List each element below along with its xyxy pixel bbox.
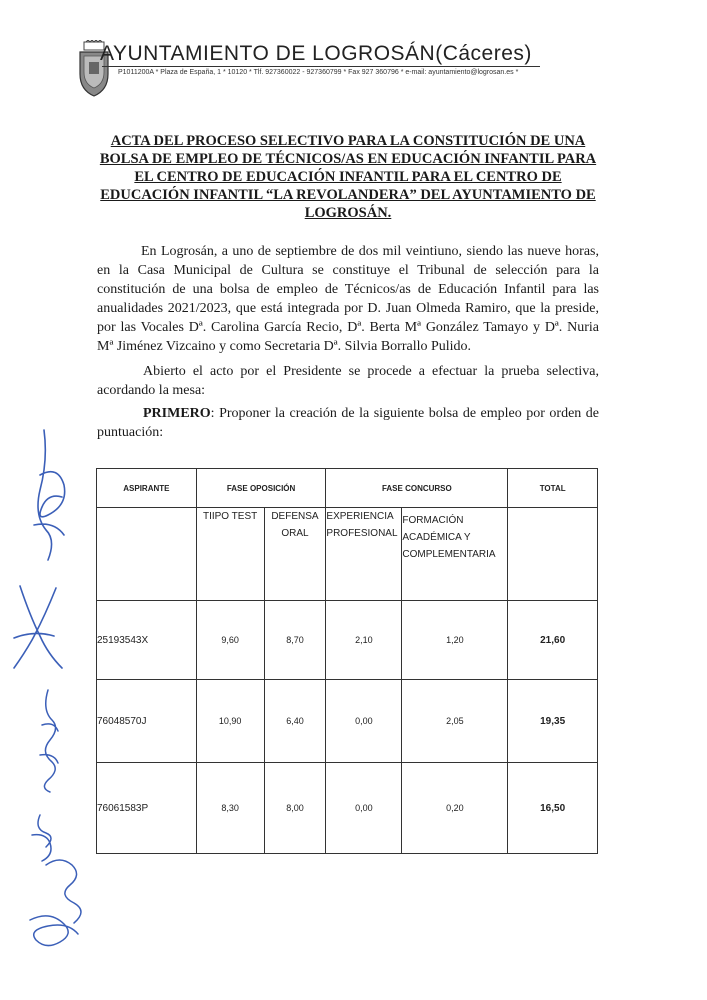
cell-formacion: 1,20 [402, 601, 508, 680]
cell-aspirante-id: 76048570J [97, 680, 197, 763]
subheader-empty [97, 508, 197, 601]
header-total: TOTAL [508, 469, 598, 508]
cell-formacion: 0,20 [402, 763, 508, 854]
cell-total: 21,60 [508, 601, 598, 680]
cell-experiencia: 0,00 [326, 763, 402, 854]
header-fase-concurso: FASE CONCURSO [326, 469, 508, 508]
table-row [97, 601, 598, 680]
header-aspirante: ASPIRANTE [97, 469, 197, 508]
signature-icon [20, 805, 100, 955]
subheader-experiencia: EXPERIENCIA PROFESIONAL [326, 508, 402, 601]
results-table [96, 468, 598, 854]
subheader-tipo-test: TIIPO TEST [196, 508, 264, 601]
table-header-row [97, 469, 598, 508]
subheader-empty-total [508, 508, 598, 601]
cell-tipo-test: 10,90 [196, 680, 264, 763]
primero-text: : Proponer la creación de la siguiente bolsa de empleo por orden de puntuación: [97, 406, 599, 440]
cell-defensa-oral: 8,00 [264, 763, 326, 854]
table-row [97, 680, 598, 763]
cell-aspirante-id: 76061583P [97, 763, 197, 854]
cell-defensa-oral: 8,70 [264, 601, 326, 680]
signature-icon [34, 685, 64, 795]
signature-icon [8, 578, 68, 673]
cell-aspirante-id: 25193543X [97, 601, 197, 680]
cell-formacion: 2,05 [402, 680, 508, 763]
header-fase-oposicion: FASE OPOSICIÓN [196, 469, 326, 508]
cell-tipo-test: 8,30 [196, 763, 264, 854]
primero-label: PRIMERO [143, 406, 211, 421]
subheader-defensa-oral: DEFENSA ORAL [264, 508, 326, 601]
header-divider [102, 66, 540, 67]
cell-total: 16,50 [508, 763, 598, 854]
header-address: P1011200A * Plaza de España, 1 * 10120 * Tlf. 927360022 - 927360799 * Fax 927 360796 * e-mail: ayuntamiento@logrosan.es * [118, 69, 519, 76]
subheader-formacion: FORMACIÓN ACADÉMICA Y COMPLEMENTARIA [402, 508, 508, 601]
paragraph-primero [97, 404, 599, 442]
paragraph-opening: Abierto el acto por el Presidente se procede a efectuar la prueba selectiva, acordando la mesa: [97, 364, 599, 398]
table-row [97, 763, 598, 854]
cell-experiencia: 0,00 [326, 680, 402, 763]
cell-tipo-test: 9,60 [196, 601, 264, 680]
signature-icon [26, 425, 76, 570]
cell-experiencia: 2,10 [326, 601, 402, 680]
document-title: ACTA DEL PROCESO SELECTIVO PARA LA CONSTITUCIÓN DE UNA BOLSA DE EMPLEO DE TÉCNICOS/AS EN EDUCACIÓN INFANTIL PARA EL CENTRO DE EDUCACIÓN INFANTIL PARA EL CENTRO DE EDUCACIÓN INFANTIL “LA REVOLANDERA” DEL AYUNTAMIENTO DE LOGROSÁN. [99, 133, 597, 221]
cell-defensa-oral: 6,40 [264, 680, 326, 763]
cell-total: 19,35 [508, 680, 598, 763]
header-title: AYUNTAMIENTO DE LOGROSÁN(Cáceres) [100, 42, 532, 65]
table-subheader-row [97, 508, 598, 601]
paragraph-intro: En Logrosán, a uno de septiembre de dos mil veintiuno, siendo las nueve horas, en la Casa Municipal de Cultura se constituye el Tribunal de selección para la constitución de una bolsa de empleo de Técnicos/as de Educación Infantil para las anualidades 2021/2023, que está integrada por D. Juan Olmeda Ramiro, que la preside, por las Vocales Dª. Carolina García Recio, Dª. Berta Mª González Tamayo y Dª. Nuria Mª Jiménez Vizcaino y como Secretaria Dª. Silvia Borrallo Pulido. [97, 244, 599, 354]
